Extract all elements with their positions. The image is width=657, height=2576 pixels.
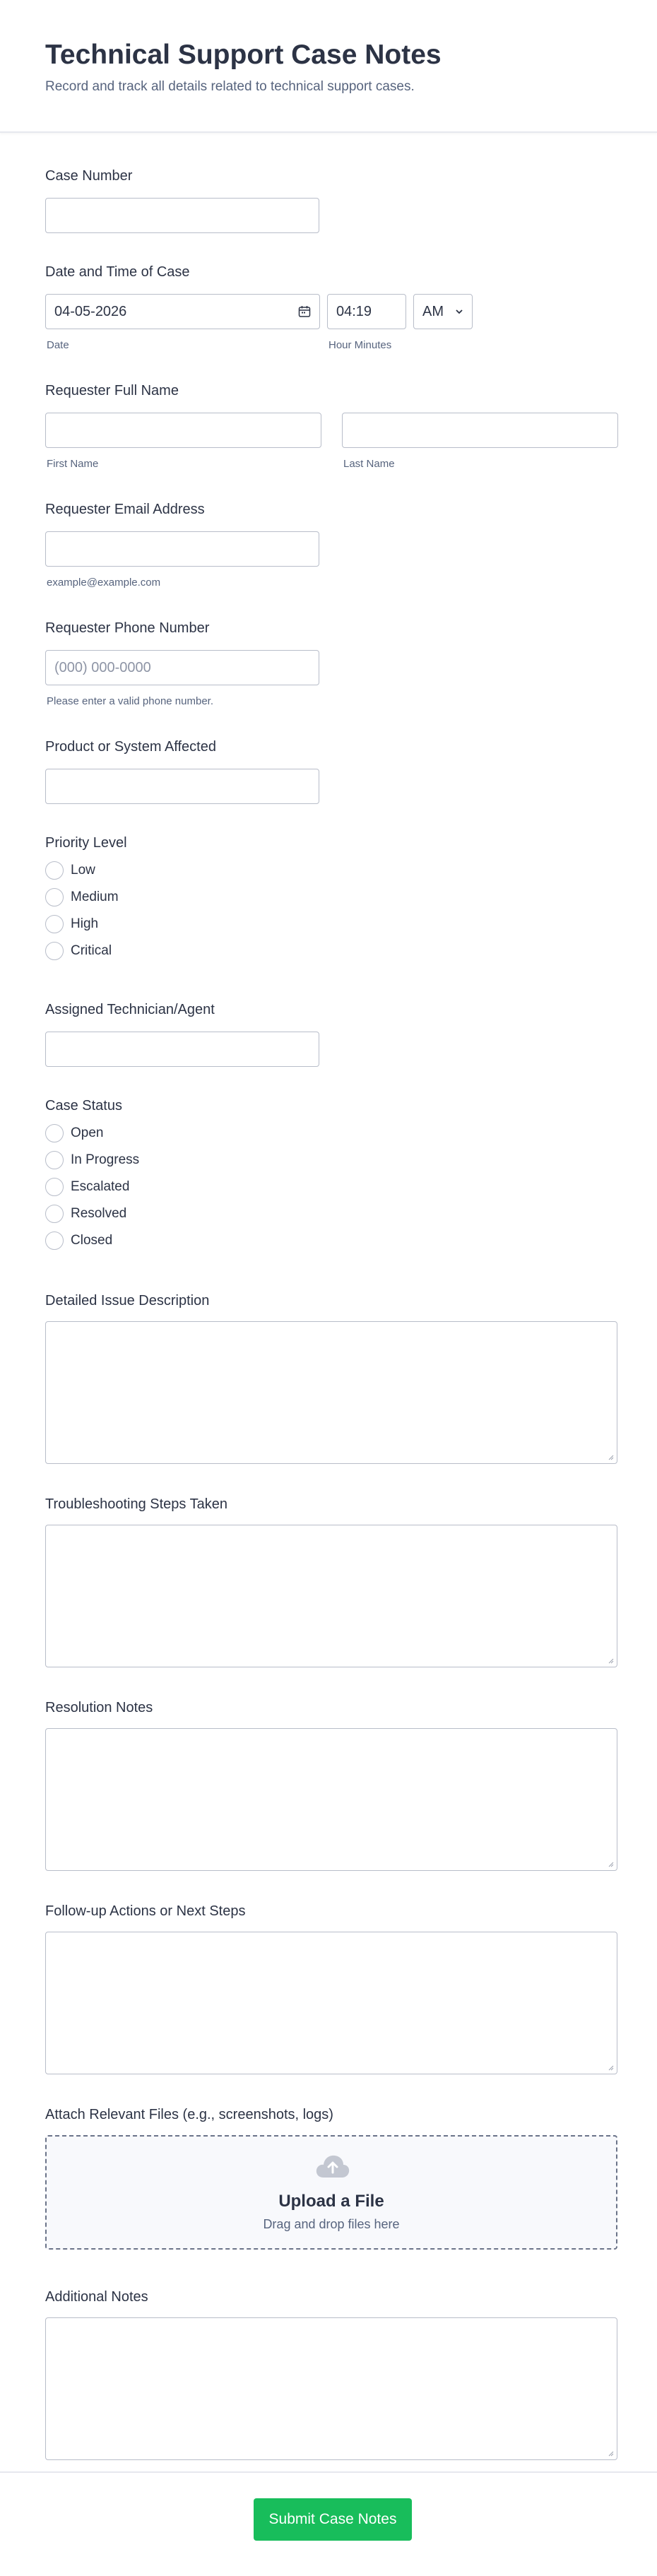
upload-subtitle: Drag and drop files here: [263, 2217, 400, 2231]
priority-label: Priority Level: [45, 835, 127, 851]
radio-button[interactable]: [45, 1231, 64, 1250]
radio-button[interactable]: [45, 915, 64, 933]
date-sublabel: Date: [47, 339, 69, 351]
priority-option-medium[interactable]: [45, 887, 119, 907]
additional-notes-textarea[interactable]: [45, 2317, 617, 2460]
status-option-escalated[interactable]: [45, 1177, 129, 1197]
form-body: [0, 133, 657, 2471]
technician-input[interactable]: [45, 1032, 319, 1067]
case-number-input[interactable]: [45, 198, 319, 233]
radio-button[interactable]: [45, 942, 64, 960]
requester-email-field: [45, 500, 619, 589]
page-subtitle: Record and track all details related to technical support cases.: [45, 79, 415, 94]
date-value: 04-05-2026: [54, 303, 127, 319]
phone-input[interactable]: [45, 650, 319, 685]
submit-button[interactable]: Submit Case Notes: [254, 2498, 412, 2541]
issue-description-textarea[interactable]: [45, 1321, 617, 1464]
priority-option-high[interactable]: [45, 914, 98, 934]
resolution-field: [45, 1698, 619, 1717]
resize-handle-icon[interactable]: [607, 1657, 614, 1664]
first-name-input[interactable]: [45, 413, 321, 448]
radio-button[interactable]: [45, 1205, 64, 1223]
radio-label: Closed: [71, 1233, 113, 1248]
product-label: Product or System Affected: [45, 739, 216, 755]
troubleshooting-label: Troubleshooting Steps Taken: [45, 1496, 227, 1512]
date-time-label: Date and Time of Case: [45, 264, 190, 280]
status-option-open[interactable]: [45, 1123, 103, 1143]
resize-handle-icon[interactable]: [607, 1860, 614, 1867]
radio-label: Open: [71, 1125, 104, 1140]
additional-notes-label: Additional Notes: [45, 2289, 148, 2305]
ampm-value: AM: [422, 303, 444, 319]
ampm-select[interactable]: [413, 294, 473, 329]
calendar-icon[interactable]: [298, 305, 311, 318]
technician-label: Assigned Technician/Agent: [45, 1002, 215, 1017]
date-time-field: [45, 263, 619, 351]
requester-email-label: Requester Email Address: [45, 502, 205, 517]
status-label: Case Status: [45, 1098, 122, 1113]
radio-button[interactable]: [45, 888, 64, 906]
date-input[interactable]: [45, 294, 320, 329]
email-input[interactable]: [45, 531, 319, 567]
radio-button[interactable]: [45, 861, 64, 880]
first-name-sublabel: First Name: [47, 458, 99, 470]
radio-label: In Progress: [71, 1152, 140, 1167]
time-value: 04:19: [336, 303, 372, 319]
requester-name-field: [45, 382, 619, 470]
attachments-field: [45, 2105, 619, 2231]
radio-label: High: [71, 916, 99, 931]
case-number-field: [45, 167, 619, 185]
radio-label: Low: [71, 863, 95, 878]
phone-sublabel: Please enter a valid phone number.: [47, 695, 213, 707]
followup-field: [45, 1902, 619, 1920]
case-number-label: Case Number: [45, 168, 133, 184]
requester-name-label: Requester Full Name: [45, 383, 179, 398]
form-footer: [0, 2471, 657, 2576]
product-input[interactable]: [45, 769, 319, 804]
page-title: Technical Support Case Notes: [45, 40, 442, 70]
priority-field: [45, 834, 619, 958]
priority-option-low[interactable]: [45, 861, 95, 880]
requester-phone-field: [45, 619, 619, 707]
resize-handle-icon[interactable]: [607, 2450, 614, 2457]
form-header: [0, 0, 657, 133]
issue-description-field: [45, 1292, 619, 1310]
resize-handle-icon[interactable]: [607, 2064, 614, 2071]
upload-title: Upload a File: [278, 2192, 384, 2211]
radio-label: Escalated: [71, 1179, 130, 1194]
followup-label: Follow-up Actions or Next Steps: [45, 1903, 246, 1919]
resolution-label: Resolution Notes: [45, 1700, 153, 1715]
product-field: [45, 738, 619, 756]
phone-placeholder: (000) 000-0000: [54, 659, 151, 675]
status-option-closed[interactable]: [45, 1231, 112, 1251]
radio-label: Critical: [71, 943, 112, 958]
issue-description-label: Detailed Issue Description: [45, 1293, 210, 1308]
status-field: [45, 1097, 619, 1248]
followup-textarea[interactable]: [45, 1932, 617, 2074]
radio-button[interactable]: [45, 1151, 64, 1169]
cloud-upload-icon: [315, 2153, 350, 2179]
radio-label: Medium: [71, 890, 119, 904]
email-sublabel: example@example.com: [47, 577, 161, 589]
requester-phone-label: Requester Phone Number: [45, 620, 210, 636]
troubleshooting-field: [45, 1495, 619, 1513]
attachments-label: Attach Relevant Files (e.g., screenshots, logs): [45, 2107, 333, 2122]
chevron-down-icon: [455, 307, 463, 316]
priority-option-critical[interactable]: [45, 941, 112, 961]
resolution-textarea[interactable]: [45, 1728, 617, 1871]
technician-field: [45, 1000, 619, 1019]
additional-notes-field: [45, 2288, 619, 2306]
radio-button[interactable]: [45, 1178, 64, 1196]
troubleshooting-textarea[interactable]: [45, 1525, 617, 1667]
status-option-in-progress[interactable]: [45, 1150, 139, 1170]
time-sublabel: Hour Minutes: [328, 339, 392, 351]
last-name-sublabel: Last Name: [343, 458, 395, 470]
last-name-input[interactable]: [342, 413, 618, 448]
radio-button[interactable]: [45, 1124, 64, 1142]
radio-label: Resolved: [71, 1206, 127, 1221]
time-input[interactable]: [327, 294, 406, 329]
resize-handle-icon[interactable]: [607, 1453, 614, 1460]
status-option-resolved[interactable]: [45, 1204, 126, 1224]
file-upload-dropzone[interactable]: [45, 2135, 617, 2250]
